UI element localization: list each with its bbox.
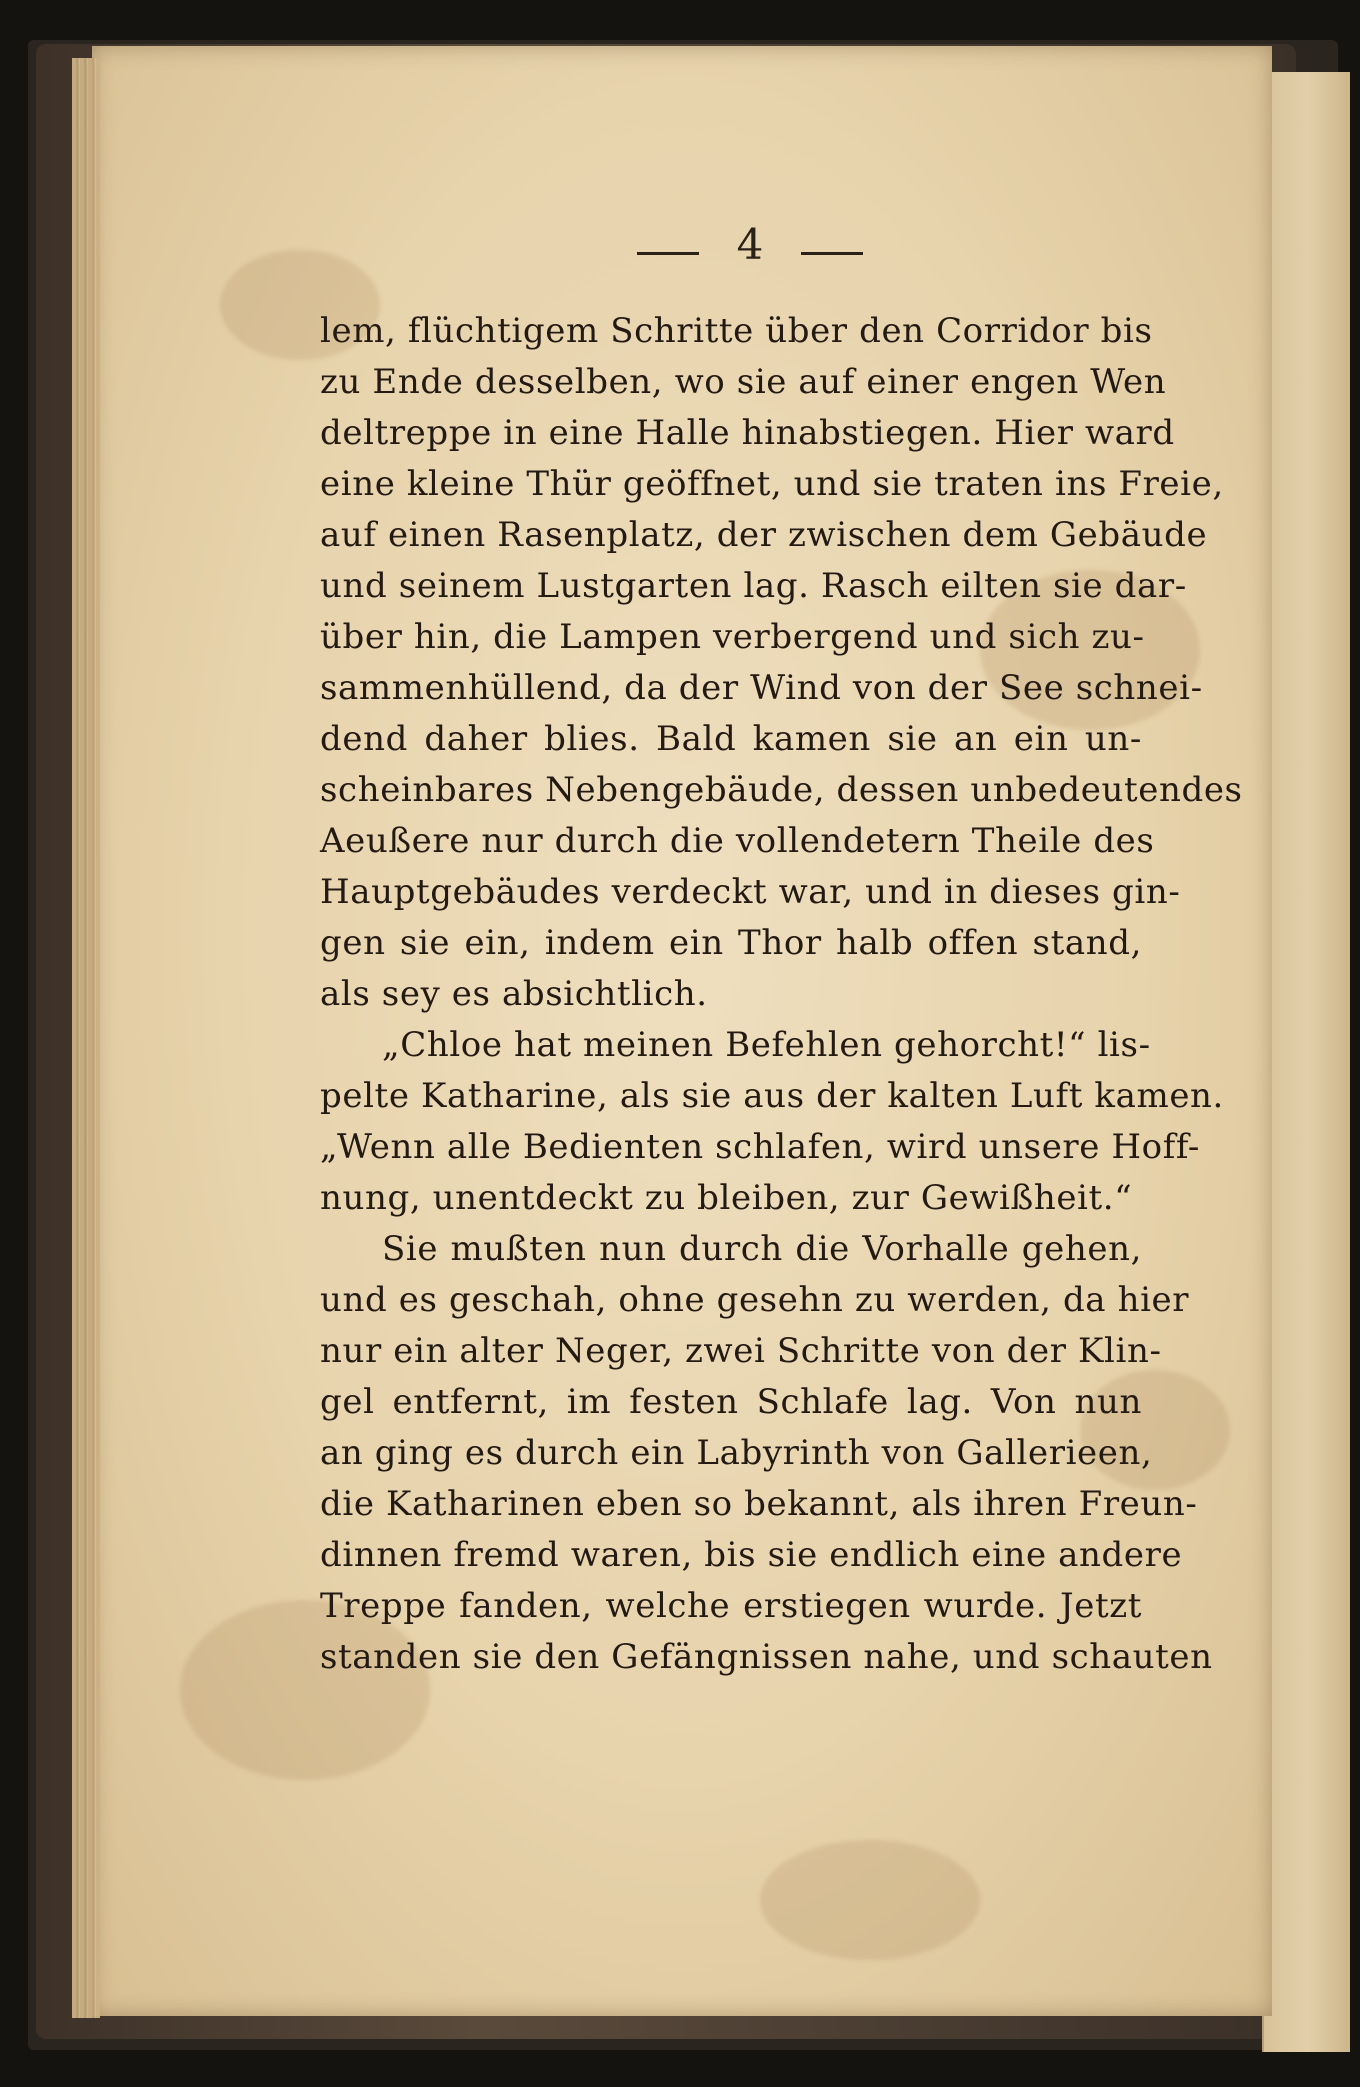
text-line: Treppe fanden, welche erstiegen wurde. Jetzt xyxy=(320,1586,1142,1626)
text-line: nur ein alter Neger, zwei Schritte von der Klin- xyxy=(320,1331,1162,1371)
text-line: Sie mußten nun durch die Vorhalle gehen, xyxy=(382,1229,1142,1269)
text-line: als sey es absichtlich. xyxy=(320,974,708,1014)
page-header xyxy=(600,210,900,280)
text-line: „Chloe hat meinen Befehlen gehorcht!“ lis- xyxy=(382,1025,1151,1065)
text-line: sammenhüllend, da der Wind von der See schnei- xyxy=(320,668,1203,708)
text-line: über hin, die Lampen verbergend und sich zu- xyxy=(320,617,1145,657)
text-line: Aeußere nur durch die vollendetern Theile des xyxy=(320,821,1155,861)
text-line: eine kleine Thür geöffnet, und sie traten ins Freie, xyxy=(320,464,1224,504)
text-line: Hauptgebäudes verdeckt war, und in dieses gin- xyxy=(320,872,1181,912)
text-line: die Katharinen eben so bekannt, als ihren Freun- xyxy=(320,1484,1198,1524)
page-number: 4 xyxy=(736,220,764,269)
text-line: lem, flüchtigem Schritte über den Corridor bis xyxy=(320,311,1153,351)
text-line: standen sie den Gefängnissen nahe, und schauten xyxy=(320,1637,1213,1677)
text-line: deltreppe in eine Halle hinabstiegen. Hier ward xyxy=(320,413,1175,453)
page-edge-stack xyxy=(72,58,100,2018)
text-line: nung, unentdeckt zu bleiben, zur Gewißheit.“ xyxy=(320,1178,1133,1218)
text-line: und es geschah, ohne gesehn zu werden, da hier xyxy=(320,1280,1190,1320)
text-line: gel entfernt, im festen Schlafe lag. Von nun xyxy=(320,1382,1142,1422)
text-line: pelte Katharine, als sie aus der kalten Luft kamen. xyxy=(320,1076,1224,1116)
text-line: und seinem Lustgarten lag. Rasch eilten sie dar- xyxy=(320,566,1187,606)
text-line: dinnen fremd waren, bis sie endlich eine andere xyxy=(320,1535,1183,1575)
text-line: auf einen Rasenplatz, der zwischen dem Gebäude xyxy=(320,515,1208,555)
header-dash-left xyxy=(637,252,699,255)
foxing-spot xyxy=(760,1840,980,1960)
text-line: scheinbares Nebengebäude, dessen unbedeutendes xyxy=(320,770,1243,810)
right-page-edge xyxy=(1262,72,1350,2052)
body-text xyxy=(320,306,1243,1683)
text-line: zu Ende desselben, wo sie auf einer engen Wen xyxy=(320,362,1167,402)
text-line: an ging es durch ein Labyrinth von Gallerieen, xyxy=(320,1433,1153,1473)
text-line: gen sie ein, indem ein Thor halb offen stand, xyxy=(320,923,1142,963)
header-dash-right xyxy=(801,252,863,255)
text-line: „Wenn alle Bedienten schlafen, wird unsere Hoff- xyxy=(320,1127,1200,1167)
text-line: dend daher blies. Bald kamen sie an ein un- xyxy=(320,719,1142,759)
